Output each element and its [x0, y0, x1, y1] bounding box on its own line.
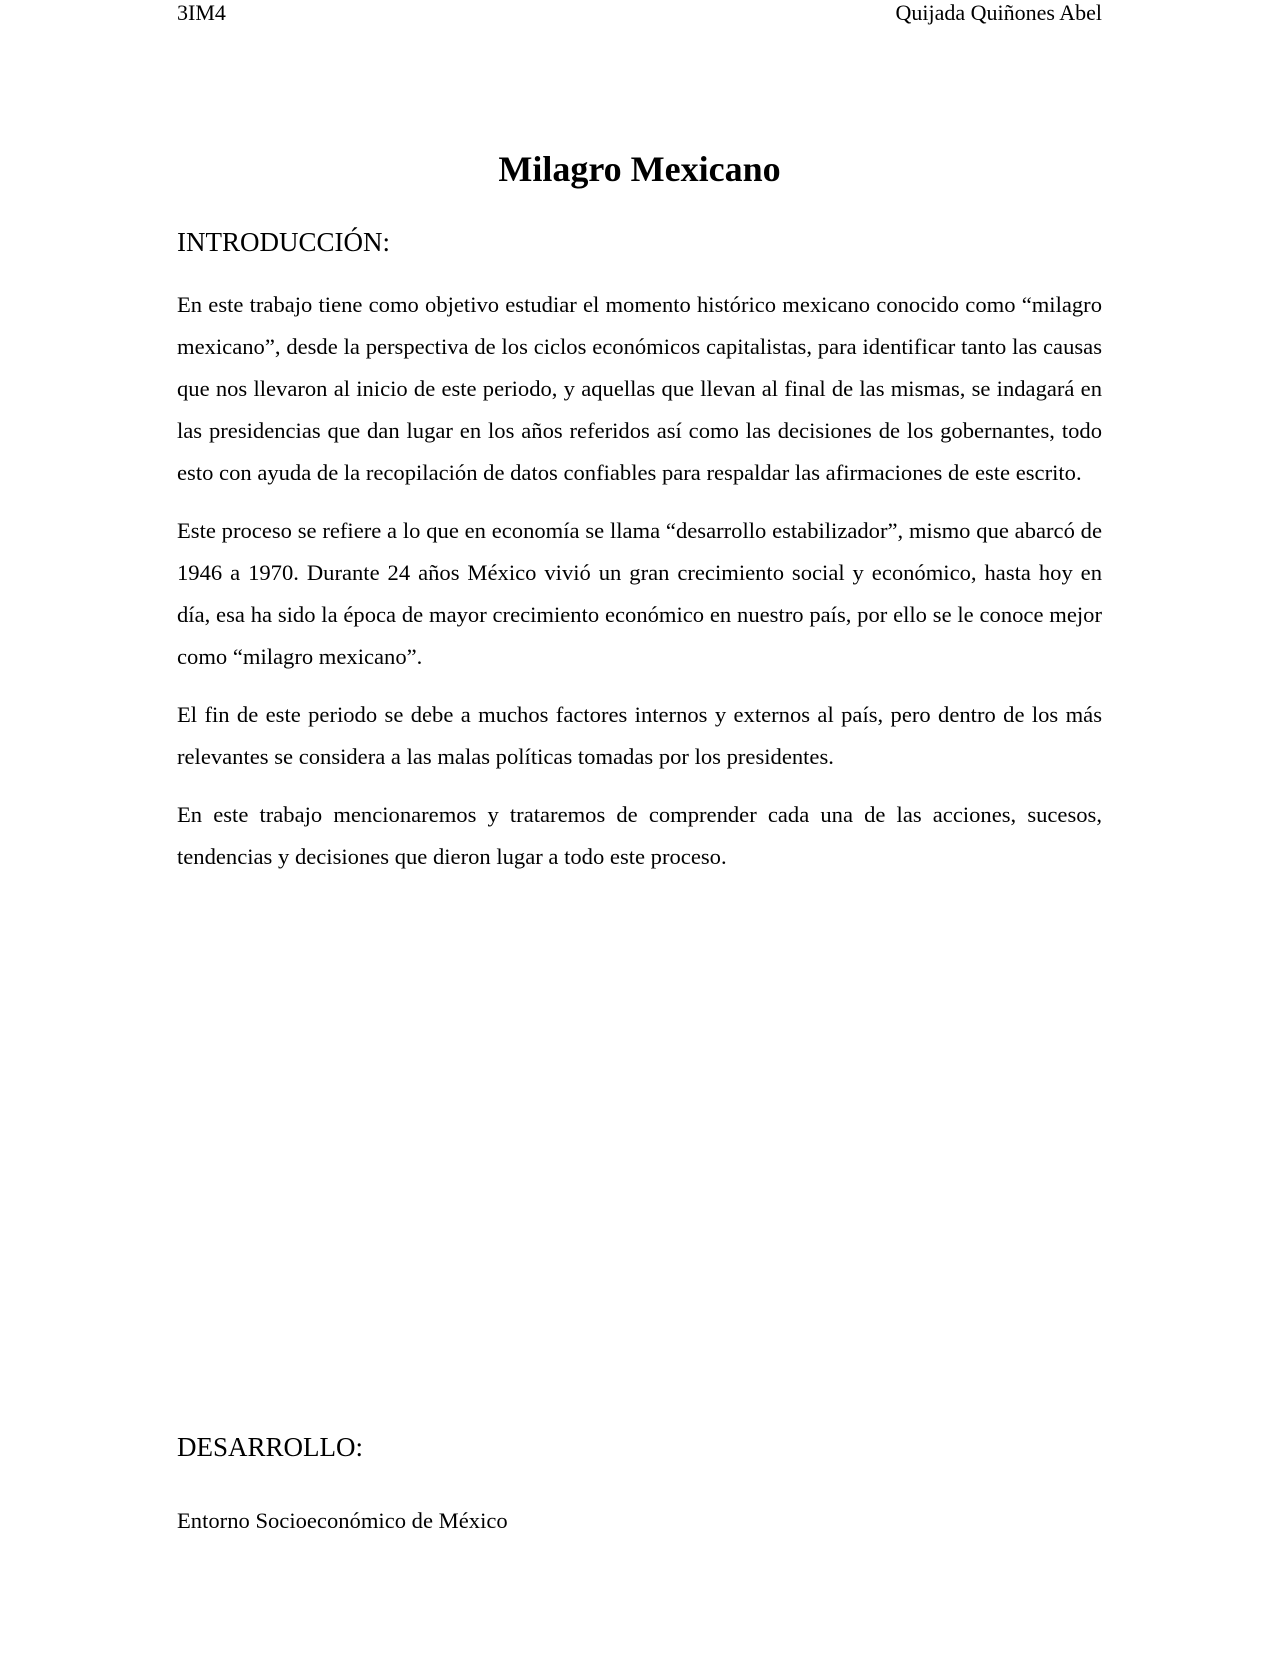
header-group-label: 3IM4 — [177, 0, 226, 25]
header-author-name: Quijada Quiñones Abel — [895, 0, 1102, 25]
introduction-body — [177, 284, 1102, 894]
development-heading: DESARROLLO: — [177, 1432, 364, 1462]
introduction-paragraph-1: En este trabajo tiene como objetivo estudiar el momento histórico mexicano conocido como “milagro mexicano”, desde la perspectiva de los ciclos económicos capitalistas, para identificar tanto las causas que nos llevaron al inicio de este periodo, y aquellas que llevan al final de las mismas, se indagará en las presidencias que dan lugar en los años referidos así como las decisiones de los gobernantes, todo esto con ayuda de la recopilación de datos confiables para respaldar las afirmaciones de este escrito. — [177, 292, 1102, 485]
development-subheading: Entorno Socioeconómico de México — [177, 1508, 508, 1533]
introduction-heading: INTRODUCCIÓN: — [177, 227, 390, 257]
introduction-paragraph-4: En este trabajo mencionaremos y trataremos de comprender cada una de las acciones, sucesos, tendencias y decisiones que dieron lugar a todo este proceso. — [177, 802, 1102, 869]
introduction-paragraph-2: Este proceso se refiere a lo que en economía se llama “desarrollo estabilizador”, mismo que abarcó de 1946 a 1970. Durante 24 años México vivió un gran crecimiento social y económico, hasta hoy en día, esa ha sido la época de mayor crecimiento económico en nuestro país, por ello se le conoce mejor como “milagro mexicano”. — [177, 518, 1102, 669]
document-title: Milagro Mexicano — [498, 149, 781, 189]
introduction-paragraph-3: El fin de este periodo se debe a muchos factores internos y externos al país, pero dentro de los más relevantes se considera a las malas políticas tomadas por los presidentes. — [177, 702, 1102, 769]
page-header — [177, 0, 1102, 28]
